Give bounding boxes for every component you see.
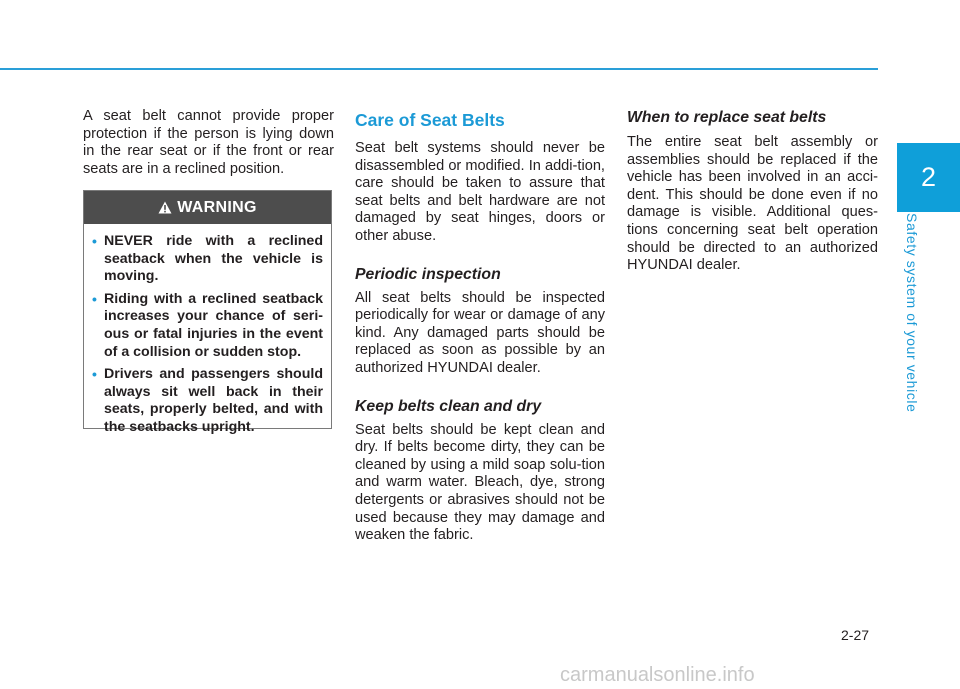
- warning-list: [84, 224, 331, 437]
- column-2: [355, 110, 605, 545]
- clean-heading: Keep belts clean and dry: [355, 397, 542, 415]
- warning-item: • Drivers and passengers should always sit well back in their seats, properly belted, and with the seatbacks upright.: [92, 366, 323, 435]
- replace-heading: When to replace seat belts: [627, 109, 827, 126]
- warning-triangle-icon: [158, 193, 172, 226]
- chapter-title: Safety system of your vehicle: [904, 213, 920, 413]
- column-1: [83, 108, 334, 178]
- bullet-icon: •: [92, 366, 97, 383]
- bullet-icon: •: [92, 290, 97, 307]
- chapter-tab: [897, 143, 960, 212]
- warning-item: • NEVER ride with a reclined seatback when the vehicle is moving.: [92, 233, 323, 285]
- page-number: 2-27: [841, 627, 870, 643]
- care-paragraph: Seat belt systems should never be disassembled or modified. In addi-tion, care should be taken to assure that seat belts and belt hardware are not damaged by seat hinges, doors or other abuse.: [355, 140, 605, 244]
- clean-paragraph: Seat belts should be kept clean and dry. If belts become dirty, they can be cleaned by using a mild soap solu-tion and warm water. Bleach, dye, strong detergents or abrasives should not be used because they may damage and weaken the fabric.: [355, 421, 605, 544]
- warning-box: [83, 190, 332, 435]
- warning-label: WARNING: [177, 199, 257, 216]
- periodic-heading: Periodic inspection: [355, 265, 501, 283]
- care-heading: Care of Seat Belts: [355, 110, 505, 130]
- warning-item: • Riding with a reclined seatback increases your chance of seri-ous or fatal injuries in the event of a collision or sudden stop.: [92, 290, 323, 360]
- intro-paragraph: A seat belt cannot provide proper protection if the person is lying down in the rear seat or if the front or rear seats are in a reclined position.: [83, 108, 334, 177]
- chapter-number: 2: [920, 162, 937, 192]
- bullet-icon: •: [92, 233, 97, 249]
- warning-header: [84, 191, 331, 224]
- periodic-paragraph: All seat belts should be inspected periodically for wear or damage of any kind. Any damaged parts should be replaced as soon as possible by an authorized HYUNDAI dealer.: [355, 289, 605, 376]
- replace-paragraph: The entire seat belt assembly or assemblies should be replaced if the vehicle has been involved in an acci-dent. This should be done even if no damage is visible. Additional ques-tions concerning seat belt operation should be directed to an authorized HYUNDAI dealer.: [627, 134, 878, 274]
- watermark: carmanualsonline.info: [560, 664, 755, 686]
- header-rule: [0, 68, 878, 70]
- column-3: [627, 108, 878, 275]
